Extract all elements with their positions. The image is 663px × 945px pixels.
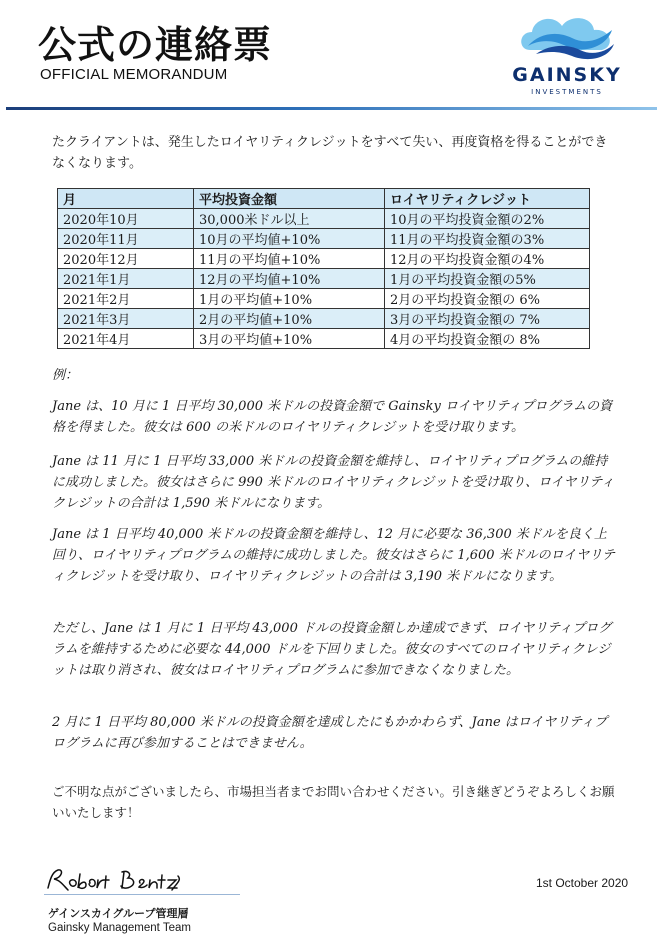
table-header-row <box>58 189 590 209</box>
row-credit: 4月の平均投資金額の 8% <box>385 329 590 349</box>
team-name-en: Gainsky Management Team <box>48 922 191 934</box>
logo-subtitle: INVESTMENTS <box>531 88 603 96</box>
row-average: 2月の平均値+10% <box>194 309 385 329</box>
table-row <box>58 249 590 269</box>
row-month: 2021年4月 <box>58 329 194 349</box>
handwritten-signature <box>44 866 194 894</box>
table-row <box>58 269 590 289</box>
example-paragraph-4: ただし、Jane は 1 月に 1 日平均 43,000 ドルの投資金額しか達成できず、ロイヤリティプログラムを維持するために必要な 44,000 ドルを下回りました。彼女のすべてのロイヤリティクレジットは取り消され、彼女はロイヤリティプログラムに参加できなくなりました。 <box>52 621 612 678</box>
header-loyalty-credit: ロイヤリティクレジット <box>385 189 590 209</box>
team-name-jp: ゲインスカイグループ管理層 <box>48 907 189 920</box>
table-row <box>58 229 590 249</box>
example-paragraph-5: 2 月に 1 日平均 80,000 米ドルの投資金額を達成したにもかかわらず、Jane はロイヤリティプログラムに再び参加することはできません。 <box>52 715 608 751</box>
table-row <box>58 309 590 329</box>
row-average: 30,000米ドル以上 <box>194 209 385 229</box>
example-paragraph-2: Jane は 11 月に 1 日平均 33,000 米ドルの投資金額を維持し、ロイヤリティプログラムの維持に成功しました。彼女はさらに 990 米ドルのロイヤリティクレジットを受け取り、ロイヤリティクレジットの合計は 1,590 米ドルになります。 <box>52 454 615 511</box>
logo-name: GAINSKY <box>512 64 622 86</box>
example-paragraph-1: Jane は、10 月に 1 日平均 30,000 米ドルの投資金額で Gainsky ロイヤリティプログラムの資格を得ました。彼女は 600 の米ドルのロイヤリティクレジットを受け取ります。 <box>52 399 613 435</box>
cloud-logo-icon <box>516 10 620 60</box>
row-month: 2021年3月 <box>58 309 194 329</box>
table-row <box>58 289 590 309</box>
row-credit: 11月の平均投資金額の3% <box>385 229 590 249</box>
row-credit: 1月の平均投資金額の5% <box>385 269 590 289</box>
table-row <box>58 329 590 349</box>
header-divider <box>6 107 657 110</box>
memo-title-en: OFFICIAL MEMORANDUM <box>40 66 228 83</box>
example-paragraph-3: Jane は 1 日平均 40,000 米ドルの投資金額を維持し、12 月に必要な 36,300 米ドルを良く上回り、ロイヤリティプログラムの維持に成功しました。彼女はさらに 1,600 米ドルのロイヤリティクレジットを受け取り、ロイヤリティクレジットの合計は 3,190 米ドルになります。 <box>52 527 616 584</box>
row-average: 3月の平均値+10% <box>194 329 385 349</box>
row-credit: 3月の平均投資金額の 7% <box>385 309 590 329</box>
header-month: 月 <box>58 189 194 209</box>
loyalty-table <box>57 188 590 349</box>
row-month: 2020年11月 <box>58 229 194 249</box>
gainsky-logo <box>508 10 626 96</box>
row-month: 2020年12月 <box>58 249 194 269</box>
row-month: 2021年1月 <box>58 269 194 289</box>
row-month: 2021年2月 <box>58 289 194 309</box>
intro-text: たクライアントは、発生したロイヤリティクレジットをすべて失い、再度資格を得ることができなくなります。 <box>52 135 608 171</box>
examples-heading: 例： <box>52 368 79 383</box>
row-credit: 2月の平均投資金額の 6% <box>385 289 590 309</box>
row-average: 12月の平均値+10% <box>194 269 385 289</box>
memo-header <box>0 0 663 112</box>
memo-title-jp: 公式の連絡票 <box>38 23 273 67</box>
row-credit: 12月の平均投資金額の4% <box>385 249 590 269</box>
header-average-investment: 平均投資金額 <box>194 189 385 209</box>
row-average: 11月の平均値+10% <box>194 249 385 269</box>
row-average: 1月の平均値+10% <box>194 289 385 309</box>
table-row <box>58 209 590 229</box>
closing-text: ご不明な点がございましたら、市場担当者までお問い合わせください。引き継ぎどうぞよろしくお願いいたします！ <box>52 784 615 820</box>
memo-date: 1st October 2020 <box>536 876 629 890</box>
row-average: 10月の平均値+10% <box>194 229 385 249</box>
row-credit: 10月の平均投資金額の2% <box>385 209 590 229</box>
signature-line <box>44 894 240 895</box>
row-month: 2020年10月 <box>58 209 194 229</box>
